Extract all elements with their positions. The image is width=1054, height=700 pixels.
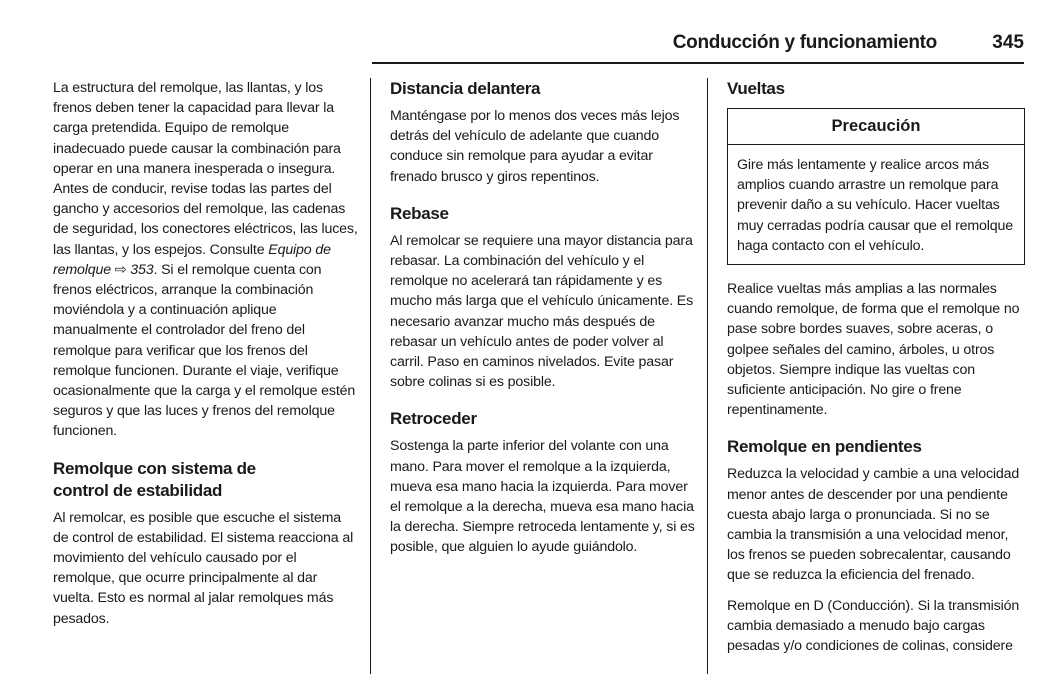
- paragraph: Al remolcar, es posible que escuche el sistema de control de estabilidad. El sistema reacciona al movimiento del vehículo causado por el remolque, que ocurre principalmente al dar vuelta. Esto es normal al jalar remolques más pesados.: [53, 509, 354, 627]
- column-divider: [370, 78, 371, 674]
- caution-box: [727, 108, 1025, 265]
- paragraph: Remolque en D (Conducción). Si la transmisión cambia demasiado a menudo bajo cargas pesadas y/o condiciones de colinas, considere: [727, 597, 1020, 655]
- paragraph: Manténgase por lo menos dos veces más lejos detrás del vehículo de adelante que cuando conduce sin remolque para ayudar a evitar frenado brusco y giros repentinos.: [390, 108, 680, 185]
- column-divider: [707, 78, 708, 674]
- reference-title: Equipo de remolque: [53, 241, 331, 278]
- header-title: Conducción y funcionamiento: [672, 32, 937, 53]
- section-heading: Remolque con sistema de control de estabilidad: [53, 458, 256, 500]
- reference-arrow-icon: ⇨: [114, 261, 127, 278]
- section-heading: Remolque en pendientes: [727, 437, 922, 457]
- paragraph-text: . Si el remolque cuenta con frenos eléctricos, arranque la combinación moviéndola y a continuación aplique manualmente el controlador del freno del remolque para verificar que los frenos del remolque funcionen. Durante el viaje, verifique ocasionalmente que la carga y el remolque estén seguros y que las luces y frenos del remolque funcionen.: [53, 261, 356, 440]
- caution-body: [728, 145, 1024, 264]
- column-left: [53, 78, 358, 639]
- section-heading: Vueltas: [727, 79, 785, 98]
- caution-title: Precaución: [728, 109, 1024, 145]
- paragraph-text: La estructura del remolque, las llantas, y los frenos deben tener la capacidad para llevar la carga pretendida. Equipo de remolque inadecuado puede causar la combinación para operar en una manera inesperada o insegura. Antes de conducir, revise todas las partes del gancho y accesorios del remolque, las cadenas de seguridad, los conectores eléctricos, las luces, las llantas, y los espejos. Consulte: [53, 80, 358, 258]
- paragraph: Reduzca la velocidad y cambie a una velocidad menor antes de descender por una pendiente cuesta abajo larga o pronunciada. Si no se cambia la transmisión a una velocidad menor, los frenos se pueden sobrecalentar, causando que se reduzca la eficiencia del frenado.: [727, 466, 1020, 584]
- reference-page: 353: [130, 261, 154, 278]
- page-header: [0, 30, 1054, 62]
- page-number: 345: [992, 32, 1024, 53]
- paragraph: Realice vueltas más amplias a las normales cuando remolque, de forma que el remolque no pase sobre bordes suaves, sobre aceras, o golpee señales del camino, árboles, u otros objetos. Siempre indique las vueltas con suficiente anticipación. No gire o frene repentinamente.: [727, 281, 1020, 419]
- column-middle: [390, 78, 695, 568]
- paragraph: [53, 78, 358, 442]
- paragraph: Sostenga la parte inferior del volante con una mano. Para mover el remolque a la izquierda, mueva esa mano hacia la izquierda. Para mover el remolque a la derecha, mueva esa mano hacia la derecha. Siempre retroceda lentamente y, si es posible, que alguien lo ayude guiándolo.: [390, 438, 695, 556]
- header-rule: [372, 62, 1024, 64]
- section-heading: Retroceder: [390, 409, 477, 429]
- caution-text: Gire más lentamente y realice arcos más amplios cuando arrastre un remolque para prevenir daño a su vehículo. Hacer vueltas muy cerradas podría causar que el remolque haga contacto con el vehículo.: [737, 157, 1014, 254]
- section-heading: Rebase: [390, 203, 449, 223]
- section-heading: Distancia delantera: [390, 79, 541, 98]
- paragraph: Al remolcar se requiere una mayor distancia para rebasar. La combinación del vehículo y el remolque no acelerará tan rápidamente y es mucho más larga que el vehículo únicamente. Es necesario avanzar mucho más después de rebasar un vehículo antes de poder volver al carril. Paso en caminos nivelados. Evite pasar sobre colinas si es posible.: [390, 232, 694, 391]
- column-right: [727, 78, 1025, 666]
